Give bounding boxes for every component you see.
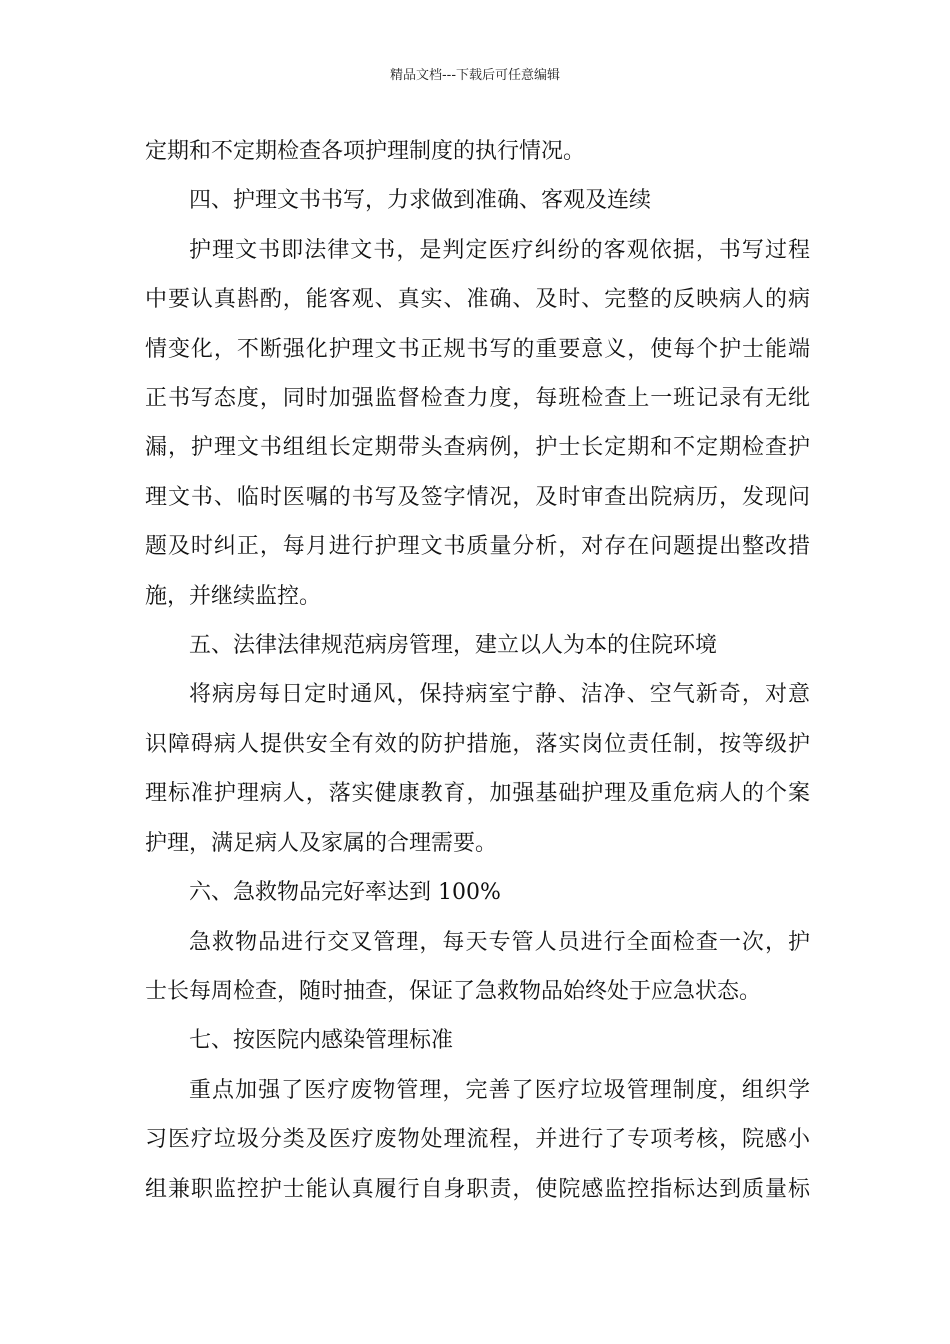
paragraph-line: 施，并继续监控。 [145, 583, 322, 609]
section-heading: 五、法律法律规范病房管理，建立以人为本的住院环境 [189, 633, 718, 659]
paragraph-line: 将病房每日定时通风，保持病室宁静、洁净、空气新奇，对意 [189, 682, 810, 708]
paragraph-line: 急救物品进行交叉管理，每天专管人员进行全面检查一次，护 [189, 929, 810, 955]
paragraph-line: 定期和不定期检查各项护理制度的执行情况。 [145, 139, 586, 164]
paragraph-line: 士长每周检查，随时抽查，保证了急救物品始终处于应急状态。 [145, 978, 762, 1004]
paragraph-line: 重点加强了医疗废物管理，完善了医疗垃圾管理制度，组织学 [189, 1077, 810, 1103]
paragraph-line: 中要认真斟酌，能客观、真实、准确、及时、完整的反映病人的病 [145, 287, 810, 313]
paragraph-line: 护理文书即法律文书，是判定医疗纠纷的客观依据，书写过程 [189, 237, 810, 263]
paragraph-line: 护理，满足病人及家属的合理需要。 [145, 830, 498, 856]
paragraph-line: 漏，护理文书组组长定期带头查病例，护士长定期和不定期检查护 [145, 435, 810, 461]
document-body [145, 127, 810, 1214]
paragraph-line: 识障碍病人提供安全有效的防护措施，落实岗位责任制，按等级护 [145, 731, 810, 757]
page-header: 精品文档---下载后可任意编辑 [389, 68, 561, 83]
paragraph-line: 理标准护理病人，落实健康教育，加强基础护理及重危病人的个案 [145, 781, 810, 807]
section-heading: 六、急救物品完好率达到 100% [189, 880, 501, 906]
paragraph-line: 习医疗垃圾分类及医疗废物处理流程，并进行了专项考核，院感小 [145, 1127, 810, 1153]
section-heading: 七、按医院内感染管理标准 [189, 1028, 454, 1054]
section-heading: 四、护理文书书写，力求做到准确、客观及连续 [189, 188, 652, 214]
paragraph-line: 组兼职监控护士能认真履行自身职责，使院感监控指标达到质量标 [145, 1176, 810, 1202]
paragraph-line: 题及时纠正，每月进行护理文书质量分析，对存在问题提出整改措 [145, 534, 810, 560]
paragraph-line: 理文书、临时医嘱的书写及签字情况，及时审查出院病历，发现问 [145, 484, 810, 510]
paragraph-line: 情变化，不断强化护理文书正规书写的重要意义，使每个护士能端 [145, 336, 810, 362]
paragraph-line: 正书写态度，同时加强监督检查力度，每班检查上一班记录有无纰 [145, 386, 810, 412]
